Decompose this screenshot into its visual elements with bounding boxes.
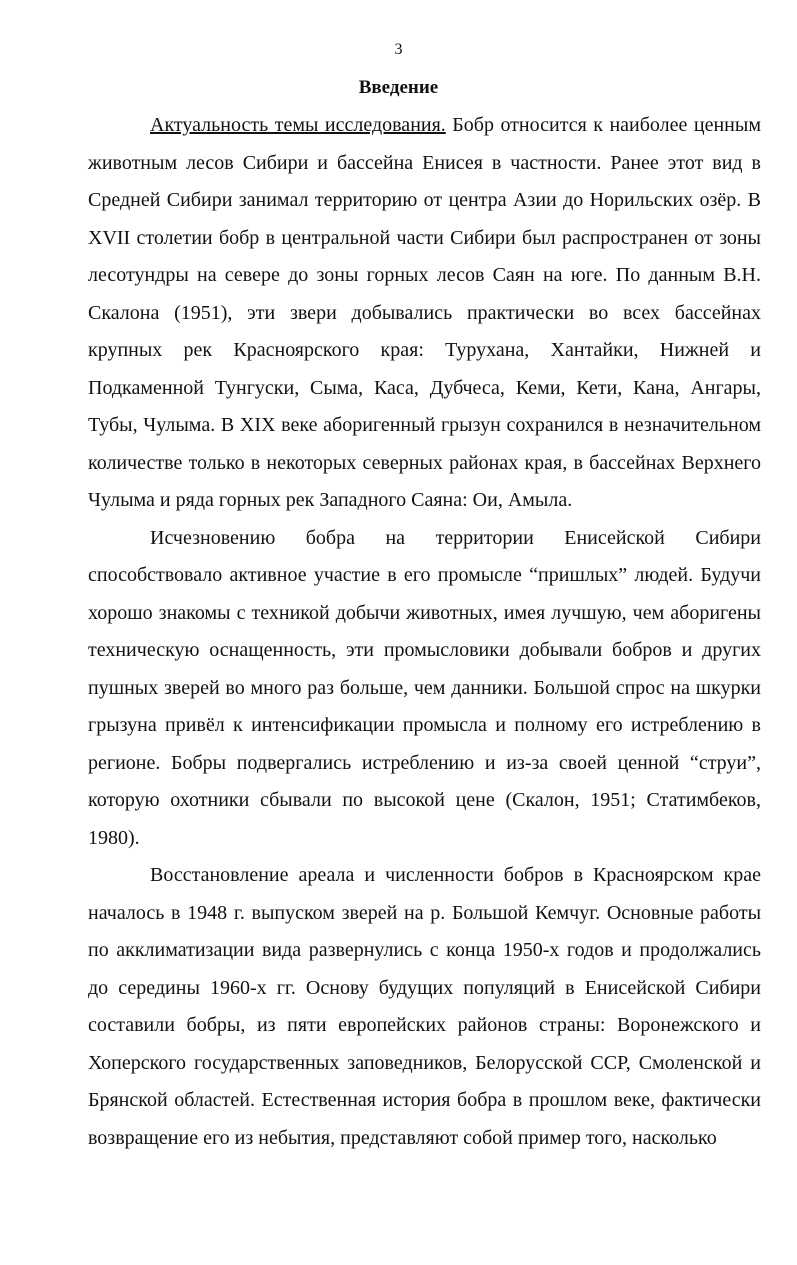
relevance-lead: Актуальность темы исследования.	[150, 114, 446, 136]
paragraph-extinction: Исчезновению бобра на территории Енисейской Сибири способствовало активное участие в его промысле “пришлых” людей. Будучи хорошо знакомы с техникой добычи животных, имея лучшую, чем аборигены техническую оснащенность, эти промысловики добывали бобров и других пушных зверей во много раз больше, чем данники. Большой спрос на шкурки грызуна привёл к интенсификации промысла и полному его истреблению в регионе. Бобры подвергались истреблению и из-за своей ценной “струи”, которую охотники сбывали по высокой цене (Скалон, 1951; Статимбеков, 1980).	[88, 526, 761, 849]
paragraph-relevance	[88, 107, 761, 520]
section-heading: Введение	[358, 77, 439, 98]
page-number: 3	[394, 41, 403, 58]
paragraph-restoration: Восстановление ареала и численности бобров в Красноярском крае началось в 1948 г. выпуском зверей на р. Большой Кемчуг. Основные работы по акклиматизации вида развернулись с конца 1950-х годов и продолжались до середины 1960-х гг. Основу будущих популяций в Енисейской Сибири составили бобры, из пяти европейских районов страны: Воронежского и Хоперского государственных заповедников, Белорусской ССР, Смоленской и Брянской областей. Естественная история бобра в прошлом веке, фактически возвращение его из небытия, представляют собой пример того, насколько	[88, 864, 761, 1149]
relevance-text: Бобр относится к наиболее ценным животным лесов Сибири и бассейна Енисея в частности. Ранее этот вид в Средней Сибири занимал территорию от центра Азии до Норильских озёр. В XVII столетии бобр в центральной части Сибири был распространен от зоны лесотундры на севере до зоны горных лесов Саян на юге. По данным В.Н. Скалона (1951), эти звери добывались практически во всех бассейнах крупных рек Красноярского края: Турухана, Хантайки, Нижней и Подкаменной Тунгуски, Сыма, Каса, Дубчеса, Кеми, Кети, Кана, Ангары, Тубы, Чулыма. В XIX веке аборигенный грызун сохранился в незначительном количестве только в некоторых северных районах края, в бассейнах Верхнего Чулыма и ряда горных рек Западного Саяна: Ои, Амыла.	[88, 114, 761, 511]
body-text	[88, 107, 761, 1157]
